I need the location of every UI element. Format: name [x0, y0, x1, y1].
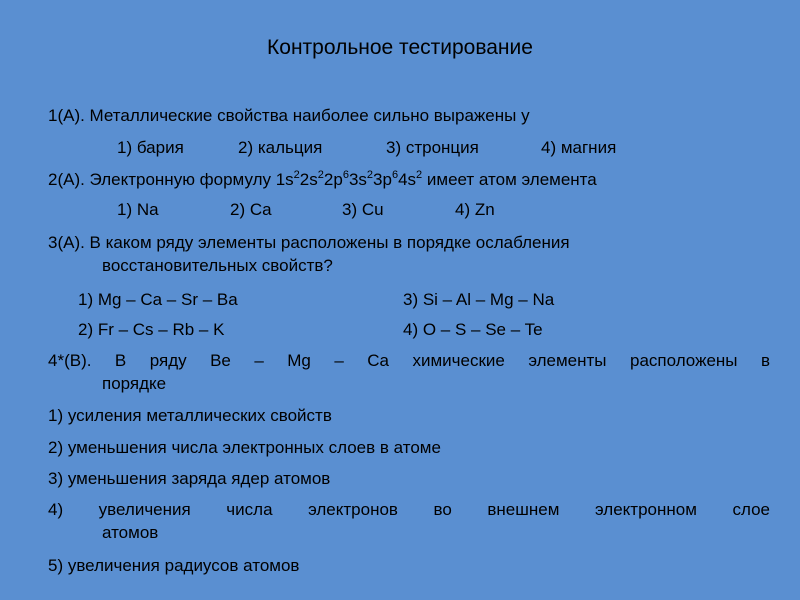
question-3-line-2: восстановительных свойств? — [102, 256, 333, 275]
q2-f4: 6 — [342, 169, 349, 181]
q2-f2: 2 — [317, 169, 324, 181]
question-4-line-2: порядке — [102, 374, 167, 393]
question-4-line-1: 4*(В). В ряду Be – Mg – Ca химические элементы расположены в — [48, 351, 770, 370]
q1-option-2: 2) кальция — [238, 138, 323, 157]
q2-prefix: 2(А). Электронную формулу 1s — [48, 170, 294, 189]
q3-option-2: 2) Fr – Cs – Rb – K — [78, 320, 225, 339]
question-1-text: 1(А). Металлические свойства наиболее сильно выражены у — [48, 106, 530, 125]
q2-f0: 2 — [293, 169, 300, 181]
q4-option-4: 4) увеличения числа электронов во внешнем электронном слое — [48, 500, 770, 519]
q1-option-3: 3) стронция — [386, 138, 479, 157]
q4-option-1: 1) усиления металлических свойств — [48, 406, 332, 425]
question-2-text — [48, 170, 597, 190]
q2-f3: 2p — [323, 170, 343, 189]
q2-f6: 2 — [366, 169, 374, 181]
q1-option-1: 1) бария — [117, 138, 184, 157]
page-title: Контрольное тестирование — [267, 36, 533, 59]
q4-option-3: 3) уменьшения заряда ядер атомов — [48, 469, 331, 488]
q2-f8: 6 — [391, 169, 399, 181]
q3-option-1: 1) Mg – Ca – Sr – Ba — [78, 290, 238, 309]
q4-option-2: 2) уменьшения числа электронных слоев в атоме — [48, 438, 441, 457]
q3-option-4: 4) O – S – Se – Te — [403, 320, 543, 339]
q4-option-4-continued: атомов — [102, 523, 159, 542]
q2-suffix: имеет атом элемента — [422, 170, 597, 189]
q2-option-1: 1) Na — [117, 200, 159, 219]
q2-f5: 3s — [348, 170, 367, 189]
question-3-line-1: 3(А). В каком ряду элементы расположены в порядке ослабления — [48, 233, 570, 252]
q2-option-4: 4) Zn — [455, 200, 495, 219]
q1-option-4: 4) магния — [541, 138, 617, 157]
q2-f7: 3p — [373, 170, 392, 189]
q2-f9: 4s — [398, 170, 417, 189]
q2-f1: 2s — [299, 170, 318, 189]
q3-option-3: 3) Si – Al – Mg – Na — [403, 290, 555, 309]
q4-option-5: 5) увеличения радиусов атомов — [48, 556, 300, 575]
q2-option-3: 3) Cu — [342, 200, 384, 219]
q2-option-2: 2) Ca — [230, 200, 272, 219]
q2-f10: 2 — [416, 169, 423, 181]
